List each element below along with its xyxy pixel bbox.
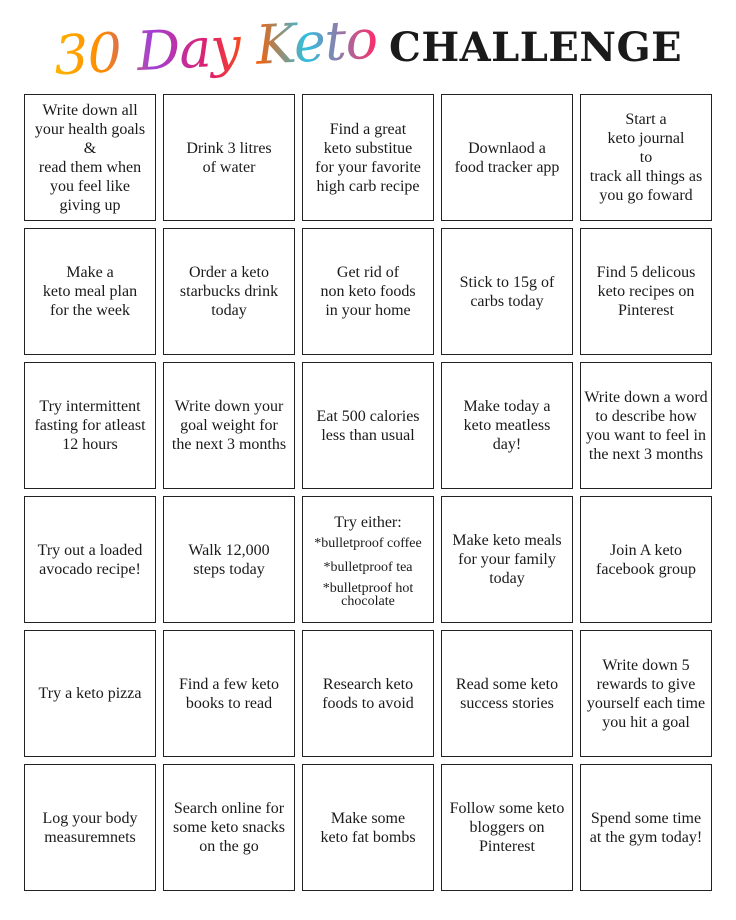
challenge-cell-8: Get rid of non keto foods in your home: [302, 228, 434, 355]
challenge-cell-6: Make a keto meal plan for the week: [24, 228, 156, 355]
challenge-cell-option: *bulletproof tea: [323, 559, 413, 575]
challenge-cell-27: Search online for some keto snacks on the go: [163, 764, 295, 891]
title-script-text: 30 Day Keto: [52, 0, 379, 96]
challenge-cell-18: [302, 496, 434, 623]
challenge-cell-2: Drink 3 litres of water: [163, 94, 295, 221]
challenge-cell-17: Walk 12,000 steps today: [163, 496, 295, 623]
challenge-cell-12: Write down your goal weight for the next 3 months: [163, 362, 295, 489]
challenge-cell-21: Try a keto pizza: [24, 630, 156, 757]
challenge-cell-13: Eat 500 calories less than usual: [302, 362, 434, 489]
challenge-cell-24: Read some keto success stories: [441, 630, 573, 757]
page-title: [0, 8, 736, 88]
challenge-cell-25: Write down 5 rewards to give yourself each time you hit a goal: [580, 630, 712, 757]
challenge-cell-10: Find 5 delicous keto recipes on Pinterest: [580, 228, 712, 355]
challenge-cell-option: *bulletproof hot chocolate: [322, 580, 414, 609]
challenge-cell-3: Find a great keto substitue for your favorite high carb recipe: [302, 94, 434, 221]
challenge-cell-28: Make some keto fat bombs: [302, 764, 434, 891]
challenge-cell-29: Follow some keto bloggers on Pinterest: [441, 764, 573, 891]
challenge-cell-11: Try intermittent fasting for atleast 12 hours: [24, 362, 156, 489]
challenge-cell-1: Write down all your health goals & read them when you feel like giving up: [24, 94, 156, 221]
challenge-cell-9: Stick to 15g of carbs today: [441, 228, 573, 355]
title-challenge-text: CHALLENGE: [388, 24, 683, 71]
challenge-cell-26: Log your body measuremnets: [24, 764, 156, 891]
challenge-cell-14: Make today a keto meatless day!: [441, 362, 573, 489]
challenge-cell-19: Make keto meals for your family today: [441, 496, 573, 623]
challenge-cell-option: *bulletproof coffee: [314, 535, 422, 551]
challenge-cell-4: Downlaod a food tracker app: [441, 94, 573, 221]
challenge-cell-22: Find a few keto books to read: [163, 630, 295, 757]
challenge-grid: [24, 94, 712, 891]
challenge-cell-30: Spend some time at the gym today!: [580, 764, 712, 891]
challenge-cell-heading: Try either:: [334, 513, 402, 531]
challenge-cell-15: Write down a word to describe how you want to feel in the next 3 months: [580, 362, 712, 489]
challenge-cell-5: Start a keto journal to track all things as you go foward: [580, 94, 712, 221]
challenge-cell-7: Order a keto starbucks drink today: [163, 228, 295, 355]
challenge-cell-20: Join A keto facebook group: [580, 496, 712, 623]
challenge-cell-16: Try out a loaded avocado recipe!: [24, 496, 156, 623]
challenge-cell-23: Research keto foods to avoid: [302, 630, 434, 757]
